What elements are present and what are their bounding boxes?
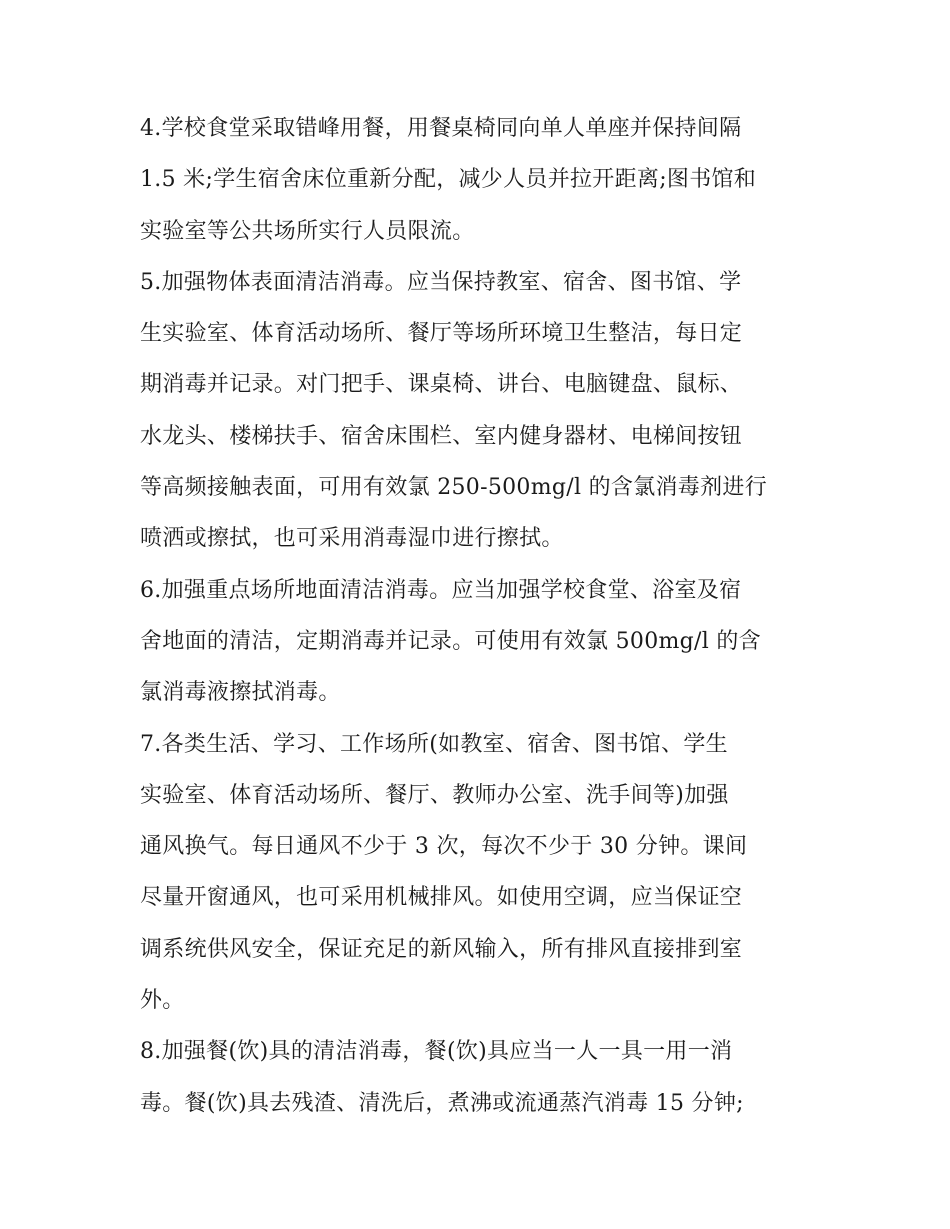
text-line: 生实验室、体育活动场所、餐厅等场所环境卫生整洁，每日定: [140, 321, 743, 347]
text-line: 5.加强物体表面清洁消毒。应当保持教室、宿舍、图书馆、学: [140, 269, 742, 295]
text-line: 实验室、体育活动场所、餐厅、教师办公室、洗手间等)加强: [140, 782, 729, 808]
text-line: 水龙头、楼梯扶手、宿舍床围栏、室内健身器材、电梯间按钮: [140, 423, 743, 449]
text-line: 氯消毒液擦拭消毒。: [140, 680, 341, 706]
document-body: [140, 103, 820, 1129]
text-line: 通风换气。每日通风不少于 3 次，每次不少于 30 分钟。课间: [140, 834, 748, 860]
text-line: 4.学校食堂采取错峰用餐，用餐桌椅同向单人单座并保持间隔: [140, 116, 742, 141]
text-line: 等高频接触表面，可用有效氯 250-500mg/l 的含氯消毒剂进行: [140, 475, 767, 501]
text-line: 舍地面的清洁，定期消毒并记录。可使用有效氯 500mg/l 的含: [140, 628, 761, 654]
text-line: 调系统供风安全，保证充足的新风输入，所有排风直接排到室: [140, 936, 743, 962]
text-line: 1.5 米;学生宿舍床位重新分配，减少人员并拉开距离;图书馆和: [140, 167, 757, 193]
text-line: 8.加强餐(饮)具的清洁消毒，餐(饮)具应当一人一具一用一消: [140, 1039, 733, 1065]
text-line: 喷洒或擦拭，也可采用消毒湿巾进行擦拭。: [140, 526, 564, 552]
text-line: 实验室等公共场所实行人员限流。: [140, 218, 475, 244]
text-line: 期消毒并记录。对门把手、课桌椅、讲台、电脑键盘、鼠标、: [140, 372, 743, 398]
text-line: 外。: [140, 988, 185, 1014]
text-line: 6.加强重点场所地面清洁消毒。应当加强学校食堂、浴室及宿: [140, 577, 742, 603]
text-line: 7.各类生活、学习、工作场所(如教室、宿舍、图书馆、学生: [140, 731, 728, 757]
text-line: 毒。餐(饮)具去残渣、清洗后，煮沸或流通蒸汽消毒 15 分钟;: [140, 1090, 744, 1116]
text-line: 尽量开窗通风，也可采用机械排风。如使用空调，应当保证空: [140, 885, 743, 911]
